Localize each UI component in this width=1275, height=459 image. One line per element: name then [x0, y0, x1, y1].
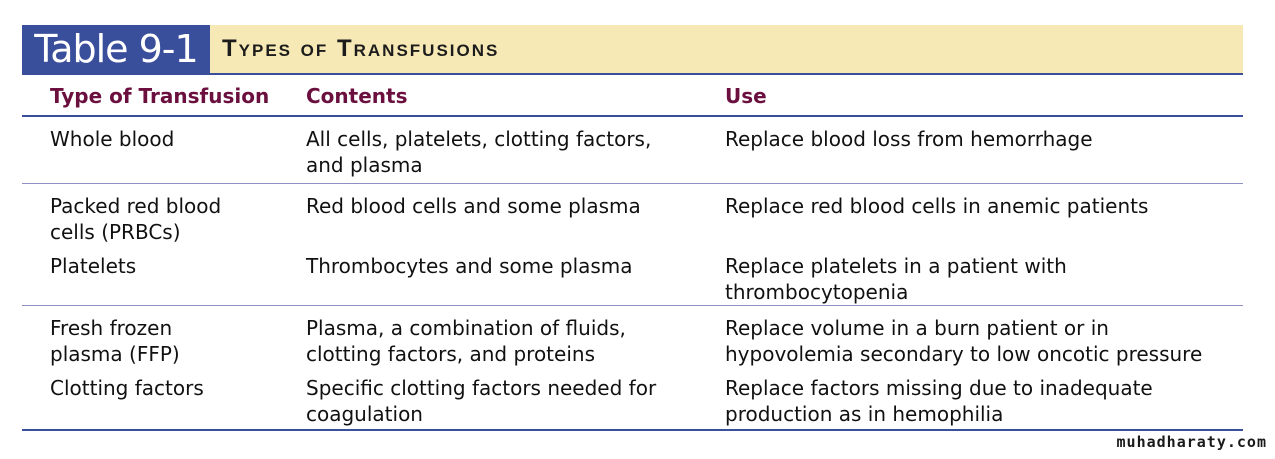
table-row	[22, 184, 1243, 244]
cell-use: Replace factors missing due to inadequate production as in hemophilia	[725, 376, 1153, 426]
cell-contents: Plasma, a combination of fluids, clotting factors, and proteins	[306, 316, 626, 366]
cell-type: Clotting factors	[50, 376, 204, 400]
table-number: Table 9-1	[22, 25, 210, 73]
cell-contents: Red blood cells and some plasma	[306, 194, 641, 218]
cell-use: Replace volume in a burn patient or in hypovolemia secondary to low oncotic pressure	[725, 316, 1203, 366]
table-row	[22, 244, 1243, 306]
cell-type: Fresh frozen plasma (FFP)	[50, 316, 180, 366]
cell-type: Packed red blood cells (PRBCs)	[50, 194, 222, 244]
column-header-type: Type of Transfusion	[50, 84, 270, 108]
transfusion-table	[22, 75, 1243, 431]
cell-type: Whole blood	[50, 127, 175, 151]
table-title-bar	[22, 25, 1243, 73]
column-header-contents: Contents	[306, 84, 408, 108]
cell-contents: Thrombocytes and some plasma	[306, 254, 633, 278]
cell-use: Replace red blood cells in anemic patients	[725, 194, 1149, 218]
table-row	[22, 117, 1243, 184]
cell-contents: Specific clotting factors needed for coagulation	[306, 376, 657, 426]
column-header-use: Use	[725, 84, 767, 108]
cell-use: Replace platelets in a patient with thrombocytopenia	[725, 254, 1067, 304]
table-row	[22, 306, 1243, 366]
cell-use: Replace blood loss from hemorrhage	[725, 127, 1093, 151]
watermark-text: muhadharaty.com	[1116, 433, 1267, 451]
table-caption: Types of Transfusions	[210, 25, 1243, 73]
table-header-row	[22, 75, 1243, 117]
cell-contents: All cells, platelets, clotting factors, and plasma	[306, 127, 652, 177]
cell-type: Platelets	[50, 254, 137, 278]
table-row	[22, 366, 1243, 431]
